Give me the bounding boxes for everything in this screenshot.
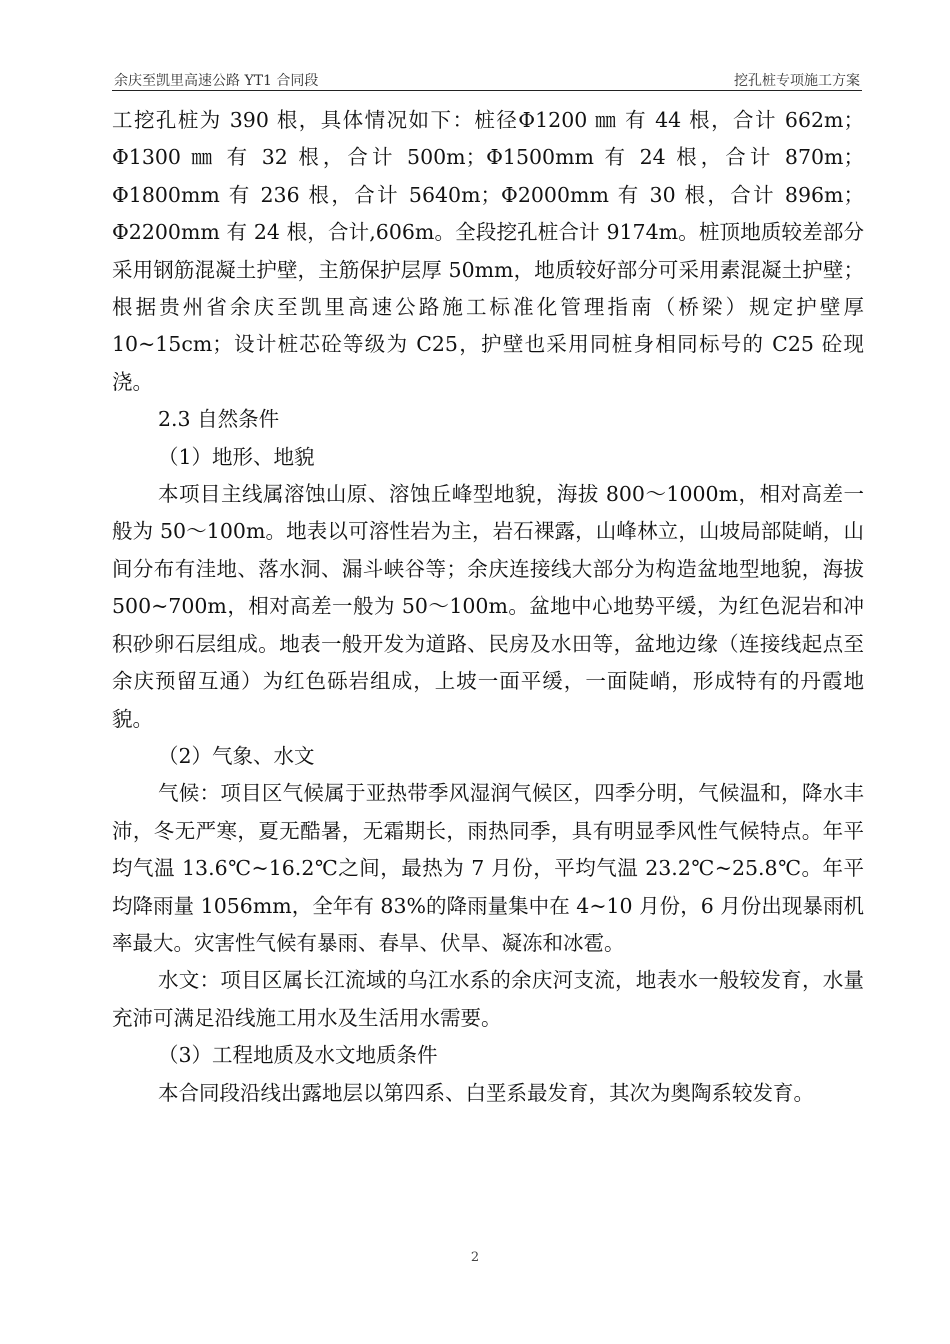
page-number: 2 [470, 1250, 480, 1265]
paragraph-climate: 气候：项目区气候属于亚热带季风湿润气候区，四季分明，气候温和，降水丰沛，冬无严寒，夏无酷暑，无霜期长，雨热同季，具有明显季风性气候特点。年平均气温 13.6℃~16.2℃之间，最热为 7 月份，平均气温 23.2℃~25.8℃。年平均降雨量 1056mm，全年有 83%的降雨量集中在 4~10 月份，6 月份出现暴雨机率最大。灾害性气候有暴雨、春旱、伏旱、凝冻和冰雹。 [112, 781, 864, 955]
page-body [112, 102, 864, 1112]
subheading-climate-hydrology: （2）气象、水文 [158, 743, 315, 768]
subheading-terrain: （1）地形、地貌 [158, 444, 315, 469]
page-header [112, 68, 862, 91]
paragraph-geology: 本合同段沿线出露地层以第四系、白垩系最发育，其次为奥陶系较发育。 [158, 1080, 814, 1105]
header-document-title: 挖孔桩专项施工方案 [734, 73, 860, 89]
subheading-geology: （3）工程地质及水文地质条件 [158, 1043, 438, 1068]
paragraph-pile-summary: 工挖孔桩为 390 根，具体情况如下：桩径Φ1200 ㎜ 有 44 根，合计 662m；Φ1300 ㎜ 有 32 根，合计 500m；Φ1500mm 有 24 根，合计 870m；Φ1800mm 有 236 根，合计 5640m；Φ2000mm 有 30 根，合计 896m；Φ2200mm 有 24 根，合计,606m。全段挖孔桩合计 9174m。桩顶地质较差部分采用钢筋混凝土护壁，主筋保护层厚 50mm，地质较好部分可采用素混凝土护壁；根据贵州省余庆至凯里高速公路施工标准化管理指南（桥梁）规定护壁厚 10~15cm；设计桩芯砼等级为 C25，护壁也采用同桩身相同标号的 C25 砼现浇。 [112, 108, 864, 394]
header-project-name: 余庆至凯里高速公路 YT1 合同段 [114, 73, 319, 89]
section-heading-natural-conditions: 2.3 自然条件 [158, 407, 280, 432]
paragraph-terrain: 本项目主线属溶蚀山原、溶蚀丘峰型地貌，海拔 800～1000m，相对高差一般为 50～100m。地表以可溶性岩为主，岩石裸露，山峰林立，山坡局部陡峭，山间分布有洼地、落水洞、漏斗峡谷等；余庆连接线大部分为构造盆地型地貌，海拔 500~700m，相对高差一般为 50～100m。盆地中心地势平缓，为红色泥岩和冲积砂卵石层组成。地表一般开发为道路、民房及水田等，盆地边缘（连接线起点至余庆预留互通）为红色砾岩组成，上坡一面平缓，一面陡峭，形成特有的丹霞地貌。 [112, 482, 864, 731]
paragraph-hydrology: 水文：项目区属长江流域的乌江水系的余庆河支流，地表水一般较发育，水量充沛可满足沿线施工用水及生活用水需要。 [112, 968, 864, 1030]
